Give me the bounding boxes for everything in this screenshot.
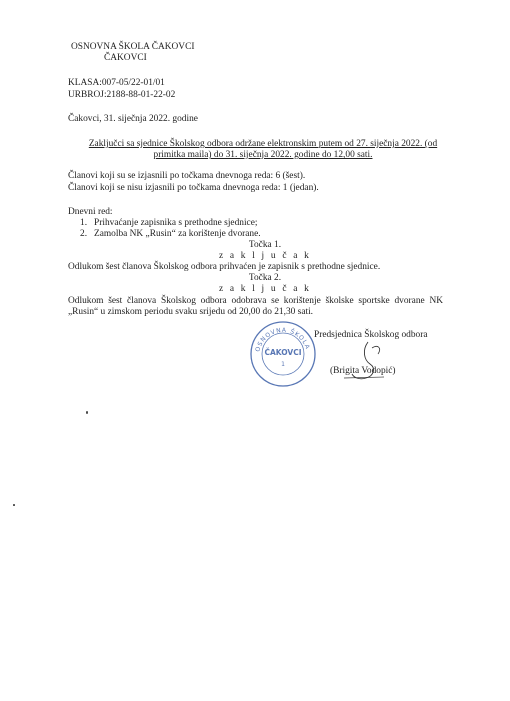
agenda-label: Dnevni red: xyxy=(68,207,113,217)
point-heading: Točka 2. xyxy=(248,273,282,283)
svg-text:OSNOVNA ŠKOLA: OSNOVNA ŠKOLA xyxy=(254,326,312,353)
document-date: Čakovci, 31. siječnja 2022. godine xyxy=(68,114,198,124)
conclusion-label: z a k l j u č a k xyxy=(218,284,312,294)
agenda-item-number: 1. xyxy=(80,218,88,228)
svg-text:1: 1 xyxy=(281,361,285,368)
point-heading: Točka 1. xyxy=(248,240,282,250)
conclusion-label: z a k l j u č a k xyxy=(218,251,312,261)
agenda-item-text: Prihvaćanje zapisnika s prethodne sjednice; xyxy=(94,218,258,228)
klasa-number: KLASA:007-05/22-01/01 xyxy=(68,78,165,88)
document-title: Zaključci sa sjednice Školskog odbora održane elektronskim putem od 27. siječnja 2022. (od primitka maila) do 31. siječnja 2022. godine do 12,00 sati. xyxy=(88,139,438,160)
agenda-item-text: Zamolba NK „Rusin“ za korištenje dvorane. xyxy=(94,229,261,239)
point-conclusion-text: Odlukom šest članova Školskog odbora prihvaćen je zapisnik s prethodne sjednice. xyxy=(68,262,381,272)
signatory-role: Predsjednica Školskog odbora xyxy=(314,330,428,340)
svg-text:ČAKOVCI: ČAKOVCI xyxy=(264,348,302,357)
scan-speck xyxy=(13,504,15,506)
point-conclusion-text: Odlukom šest članova Školskog odbora odobrava se korištenje školske sportske dvorane NK „Rusin“ u zimskom periodu svaku srijedu od 20,00 do 21,30 sati. xyxy=(68,296,443,317)
scan-speck xyxy=(86,411,88,414)
urbroj-number: URBROJ:2188-88-01-22-02 xyxy=(68,90,176,100)
attendance-present: Članovi koji su se izjasnili po točkama dnevnoga reda: 6 (šest). xyxy=(68,171,306,181)
handwritten-signature xyxy=(324,338,404,388)
school-name: OSNOVNA ŠKOLA ČAKOVCI xyxy=(71,42,195,52)
school-place: ČAKOVCI xyxy=(104,53,147,63)
agenda-item-number: 2. xyxy=(80,229,88,239)
signatory-name: (Brigita Vodopić) xyxy=(330,366,396,376)
attendance-absent: Članovi koji se nisu izjasnili po točkama dnevnoga reda: 1 (jedan). xyxy=(68,183,319,193)
school-stamp xyxy=(248,319,318,389)
